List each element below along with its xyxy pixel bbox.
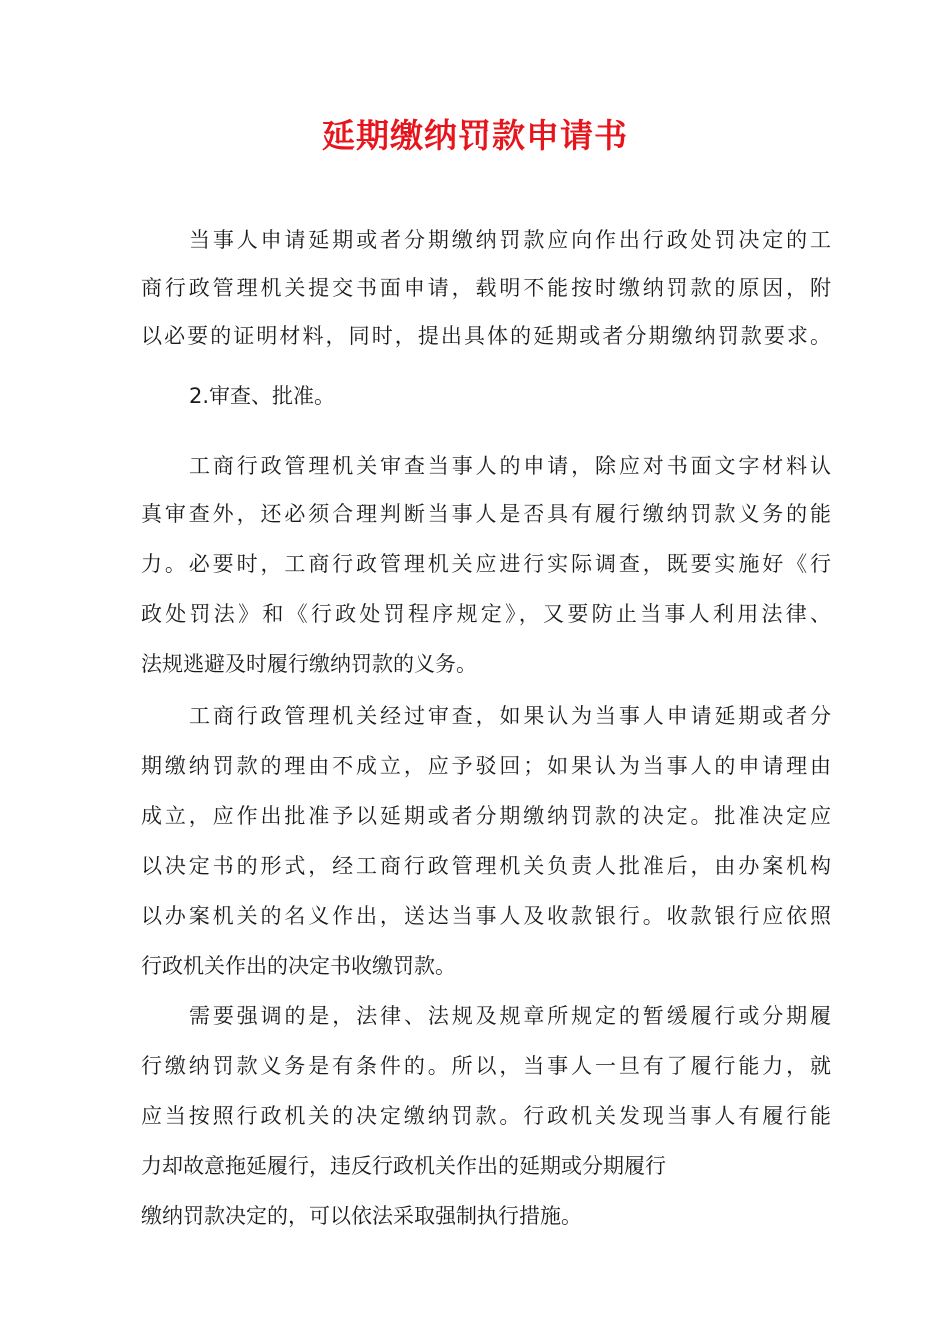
paragraph-line: 需要强调的是，法律、法规及规章所规定的暂缓履行或分期履 [189,1004,831,1028]
paragraph-line: 当事人申请延期或者分期缴纳罚款应向作出行政处罚决定的工 [189,228,831,252]
paragraph-line: 以办案机关的名义作出，送达当事人及收款银行。收款银行应依照 [141,904,831,928]
paragraph-line: 真审查外，还必须合理判断当事人是否具有履行缴纳罚款义务的能 [141,502,831,526]
paragraph-line: 行政机关作出的决定书收缴罚款。 [141,954,456,978]
paragraph-line: 商行政管理机关提交书面申请，载明不能按时缴纳罚款的原因，附 [141,276,831,300]
section-heading: 2.审查、批准。 [189,384,336,408]
paragraph-line: 工商行政管理机关经过审查，如果认为当事人申请延期或者分 [189,704,831,728]
paragraph-line: 力。必要时，工商行政管理机关应进行实际调查，既要实施好《行 [141,552,831,576]
paragraph-line: 期缴纳罚款的理由不成立，应予驳回；如果认为当事人的申请理由 [141,754,831,778]
paragraph-line: 成立，应作出批准予以延期或者分期缴纳罚款的决定。批准决定应 [141,804,831,828]
paragraph-line: 法规逃避及时履行缴纳罚款的义务。 [141,652,477,676]
paragraph-line: 力却故意拖延履行，违反行政机关作出的延期或分期履行 [141,1154,666,1178]
paragraph-line: 政处罚法》和《行政处罚程序规定》，又要防止当事人利用法律、 [141,602,831,626]
paragraph-line: 行缴纳罚款义务是有条件的。所以，当事人一旦有了履行能力，就 [141,1054,831,1078]
paragraph-line: 以决定书的形式，经工商行政管理机关负责人批准后，由办案机构 [141,854,831,878]
paragraph-line: 应当按照行政机关的决定缴纳罚款。行政机关发现当事人有履行能 [141,1104,831,1128]
document-title: 延期缴纳罚款申请书 [322,116,628,155]
paragraph-line: 缴纳罚款决定的，可以依法采取强制执行措施。 [141,1204,582,1228]
paragraph-line: 工商行政管理机关审查当事人的申请，除应对书面文字材料认 [189,454,831,478]
paragraph-line: 以必要的证明材料，同时，提出具体的延期或者分期缴纳罚款要求。 [141,324,831,348]
